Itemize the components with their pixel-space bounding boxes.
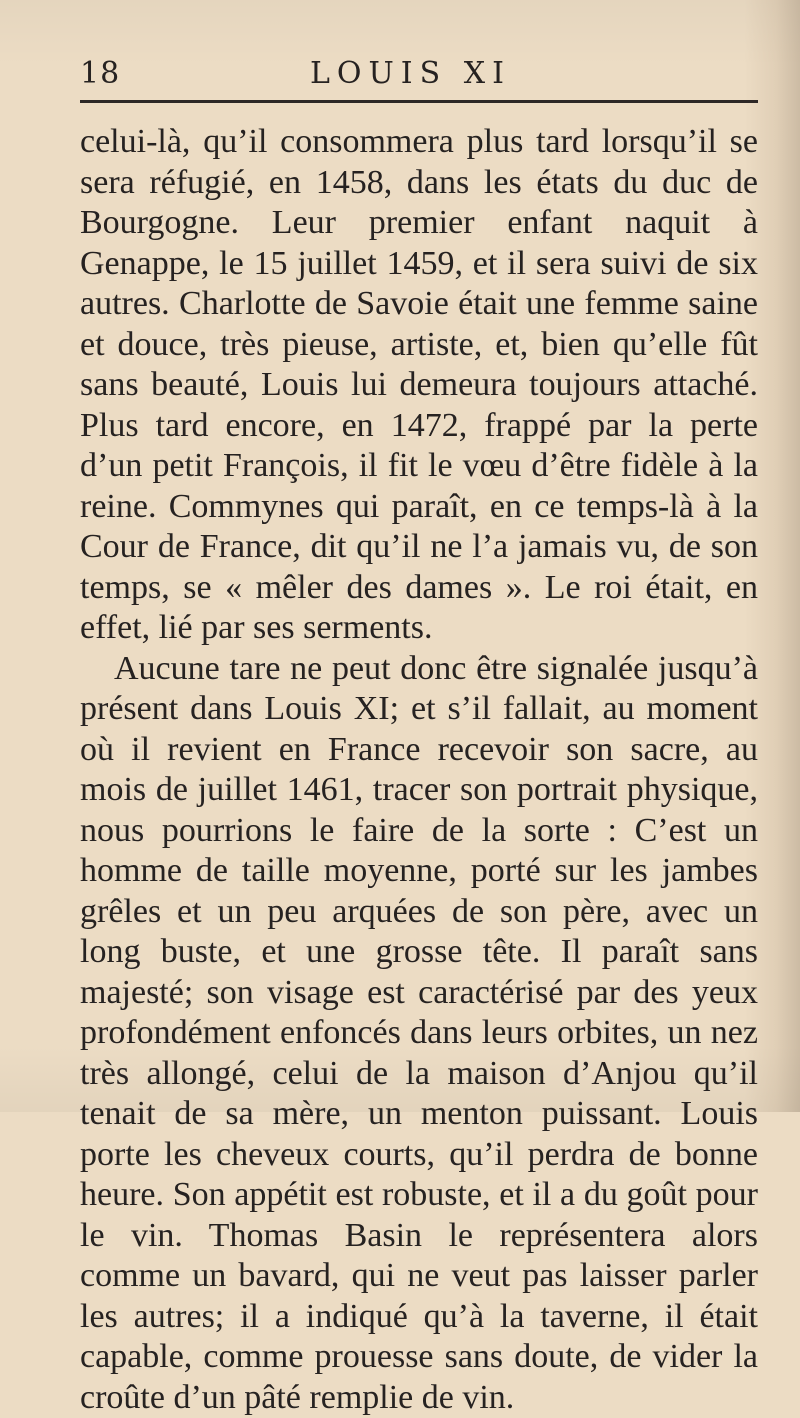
header-rule — [80, 100, 758, 103]
page-number: 18 — [80, 56, 120, 91]
paragraph-1: celui-là, qu’il consommera plus tard lorsqu’il se sera réfugié, en 1458, dans les états du duc de Bourgogne. Leur premier enfant naquit à Genappe, le 15 juillet 1459, et il sera suivi de six autres. Charlotte de Savoie était une femme saine et douce, très pieuse, artiste, et, bien qu’elle fût sans beauté, Louis lui demeura toujours attaché. Plus tard encore, en 1472, frappé par la perte d’un petit François, il fit le vœu d’être fidèle à la reine. Commynes qui paraît, en ce temps-là à la Cour de France, dit qu’il ne l’a jamais vu, de son temps, se « mêler des dames ». Le roi était, en effet, lié par ses serments. — [80, 122, 758, 649]
paragraph-2: Aucune tare ne peut donc être signalée jusqu’à présent dans Louis XI; et s’il fallait, au moment où il revient en France recevoir son sacre, au mois de juillet 1461, tracer son portrait physique, nous pourrions le faire de la sorte : C’est un homme de taille moyenne, porté sur les jambes grêles et un peu arquées de son père, avec un long buste, et une grosse tête. Il paraît sans majesté; son visage est caractérisé par des yeux profondément enfoncés dans leurs orbites, un nez très allongé, celui de la maison d’Anjou qu’il tenait de sa mère, un menton puissant. Louis porte les cheveux courts, qu’il perdra de bonne heure. Son appétit est robuste, et il a du goût pour le vin. Thomas Basin le représentera alors comme un bavard, qui ne veut pas laisser parler les autres; il a indiqué qu’à la taverne, il était capable, comme prouesse sans doute, de vider la croûte d’un pâté remplie de vin. — [80, 649, 758, 1418]
body-text — [80, 122, 758, 1418]
running-title: LOUIS XI — [310, 56, 511, 91]
page-header — [0, 56, 800, 100]
